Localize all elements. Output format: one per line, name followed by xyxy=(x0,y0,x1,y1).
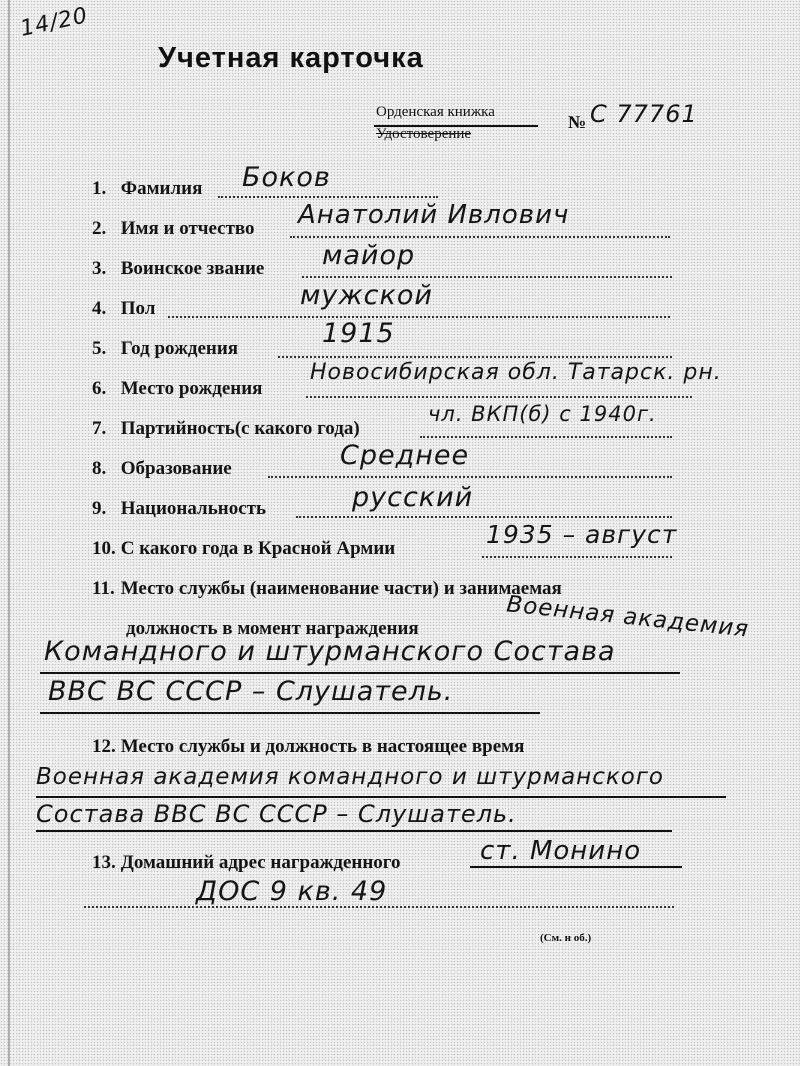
field-6-number: 6. xyxy=(92,378,107,399)
field-13-number: 13. xyxy=(92,852,116,873)
field-1-line xyxy=(218,196,438,198)
field-13-line-1 xyxy=(470,866,682,868)
field-8-line xyxy=(268,476,672,478)
field-7-value: чл. ВКП(б) с 1940г. xyxy=(428,402,657,426)
field-11-line-2 xyxy=(40,672,680,674)
field-3-line xyxy=(302,276,672,278)
field-7-label xyxy=(92,418,360,440)
field-4-text: Пол xyxy=(120,298,156,319)
corner-note: 14/20 xyxy=(18,3,91,42)
field-13-value-line-2: ДОС 9 кв. 49 xyxy=(196,876,388,907)
field-2-label xyxy=(92,218,255,240)
field-1-value: Боков xyxy=(242,162,331,193)
field-10-text: С какого года в Красной Армии xyxy=(120,538,396,559)
document-number-value: С 77761 xyxy=(590,100,698,128)
field-7-number: 7. xyxy=(92,418,107,439)
field-2-number: 2. xyxy=(92,218,107,239)
document-type-option-2: Удостоверение xyxy=(376,126,472,142)
field-13-label xyxy=(92,852,400,874)
field-4-line xyxy=(168,316,670,318)
field-12-label xyxy=(92,736,524,758)
field-5-number: 5. xyxy=(92,338,107,359)
field-11-value-line-2: Командного и штурманского Состава xyxy=(44,636,616,667)
document-number-label: № xyxy=(568,112,587,132)
field-11-text-1: Место службы (наименование части) и занимаемая xyxy=(120,578,562,599)
field-3-label xyxy=(92,258,264,280)
field-9-number: 9. xyxy=(92,498,107,519)
field-2-value: Анатолий Ивлович xyxy=(298,200,570,230)
field-6-value: Новосибирская обл. Татарск. рн. xyxy=(310,360,722,385)
field-1-label xyxy=(92,178,202,200)
field-12-value-line-2: Состава ВВС ВС СССР – Слушатель. xyxy=(36,800,517,828)
field-11-value-line-1: Военная академия xyxy=(505,591,751,643)
field-11-value-line-3: ВВС ВС СССР – Слушатель. xyxy=(48,676,454,707)
field-5-value: 1915 xyxy=(322,318,395,349)
field-10-label xyxy=(92,538,395,560)
field-9-text: Национальность xyxy=(120,498,267,519)
field-10-number: 10. xyxy=(92,538,116,559)
field-5-text: Год рождения xyxy=(120,338,239,359)
field-5-label xyxy=(92,338,238,360)
field-12-text: Место службы и должность в настоящее время xyxy=(120,736,525,757)
field-10-line xyxy=(482,556,672,558)
field-3-value: майор xyxy=(322,240,416,271)
field-6-text: Место рождения xyxy=(120,378,263,399)
field-8-value: Среднее xyxy=(340,440,470,471)
field-3-number: 3. xyxy=(92,258,107,279)
field-1-number: 1. xyxy=(92,178,107,199)
field-9-label xyxy=(92,498,266,520)
field-12-line-1 xyxy=(36,796,726,798)
field-2-text: Имя и отчество xyxy=(120,218,255,239)
field-8-label xyxy=(92,458,232,480)
field-4-label xyxy=(92,298,155,320)
field-12-value-line-1: Военная академия командного и штурманского xyxy=(36,764,664,790)
field-7-text: Партийность(с какого года) xyxy=(120,418,360,439)
field-8-number: 8. xyxy=(92,458,107,479)
page-edge-line xyxy=(8,0,10,1066)
field-11-number: 11. xyxy=(92,578,115,599)
field-10-value: 1935 – август xyxy=(486,520,678,549)
field-13-text: Домашний адрес награжденного xyxy=(120,852,401,873)
field-9-value: русский xyxy=(352,482,474,513)
field-12-number: 12. xyxy=(92,736,116,757)
field-4-value: мужской xyxy=(300,280,433,311)
field-1-text: Фамилия xyxy=(120,178,203,199)
field-13-value-line-1: ст. Монино xyxy=(480,836,642,866)
field-12-line-2 xyxy=(36,830,672,832)
field-4-number: 4. xyxy=(92,298,107,319)
field-11-label-line-1 xyxy=(92,578,562,600)
field-9-line xyxy=(296,516,672,518)
field-6-line xyxy=(306,396,692,398)
field-5-line xyxy=(278,356,672,358)
footer-note: (См. н об.) xyxy=(540,932,592,944)
field-11-line-3 xyxy=(40,712,540,714)
document-type-option-1: Орденская книжка xyxy=(376,104,495,120)
field-11-label-line-2: должность в момент награждения xyxy=(126,618,419,639)
field-8-text: Образование xyxy=(120,458,232,479)
field-3-text: Воинское звание xyxy=(120,258,265,279)
field-7-line xyxy=(420,436,672,438)
field-6-label xyxy=(92,378,262,400)
field-2-line xyxy=(290,236,670,238)
page-title: Учетная карточка xyxy=(158,42,424,74)
